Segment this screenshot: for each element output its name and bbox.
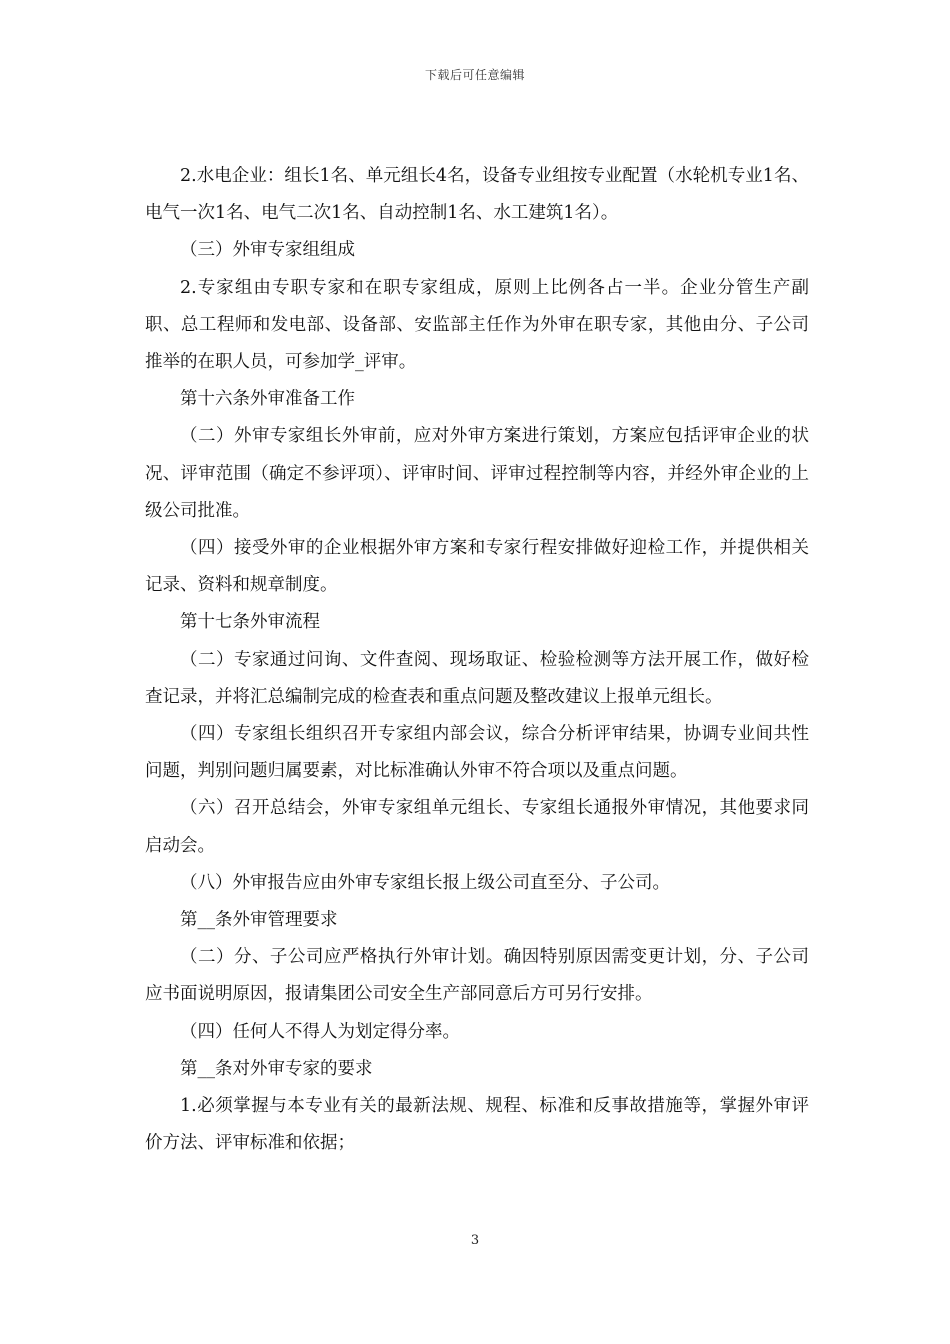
paragraph: （二）专家通过问询、文件查阅、现场取证、检验检测等方法开展工作，做好检查记录，并将汇总编制完成的检查表和重点问题及整改建议上报单元组长。 (145, 649, 809, 707)
paragraph: （四）接受外审的企业根据外审方案和专家行程安排做好迎检工作，并提供相关记录、资料和规章制度。 (145, 538, 809, 596)
paragraph: （四）专家组长组织召开专家组内部会议，综合分析评审结果，协调专业间共性问题，判别问题归属要素，对比标准确认外审不符合项以及重点问题。 (145, 724, 809, 782)
paragraph: （六）召开总结会，外审专家组单元组长、专家组长通报外审情况，其他要求同启动会。 (145, 798, 809, 856)
document-body (145, 158, 809, 1162)
paragraph: （二）分、子公司应严格执行外审计划。确因特别原因需变更计划，分、子公司应书面说明原因，报请集团公司安全生产部同意后方可另行安排。 (145, 947, 809, 1005)
paragraph: 2.水电企业：组长1名、单元组长4名，设备专业组按专业配置（水轮机专业1名、电气一次1名、电气二次1名、自动控制1名、水工建筑1名）。 (145, 166, 809, 224)
article-heading: 第__条外审管理要求 (180, 910, 338, 931)
section-heading: （三）外审专家组组成 (180, 240, 355, 261)
article-heading: 第__条对外审专家的要求 (180, 1058, 373, 1079)
article-heading: 第十六条外审准备工作 (180, 389, 355, 410)
paragraph: （四）任何人不得人为划定得分率。 (180, 1021, 460, 1042)
page-header: 下载后可任意编辑 (424, 68, 525, 82)
paragraph: （八）外审报告应由外审专家组长报上级公司直至分、子公司。 (180, 872, 670, 893)
paragraph: （二）外审专家组长外审前，应对外审方案进行策划，方案应包括评审企业的状况、评审范围（确定不参评项）、评审时间、评审过程控制等内容，并经外审企业的上级公司批准。 (145, 426, 809, 521)
paragraph: 2.专家组由专职专家和在职专家组成，原则上比例各占一半。企业分管生产副职、总工程师和发电部、设备部、安监部主任作为外审在职专家，其他由分、子公司推举的在职人员，可参加学_评审。 (145, 277, 809, 373)
paragraph: 1.必须掌握与本专业有关的最新法规、规程、标准和反事故措施等，掌握外审评价方法、评审标准和依据； (145, 1096, 809, 1154)
article-heading: 第十七条外审流程 (180, 612, 320, 633)
page-number: 3 (470, 1233, 480, 1248)
